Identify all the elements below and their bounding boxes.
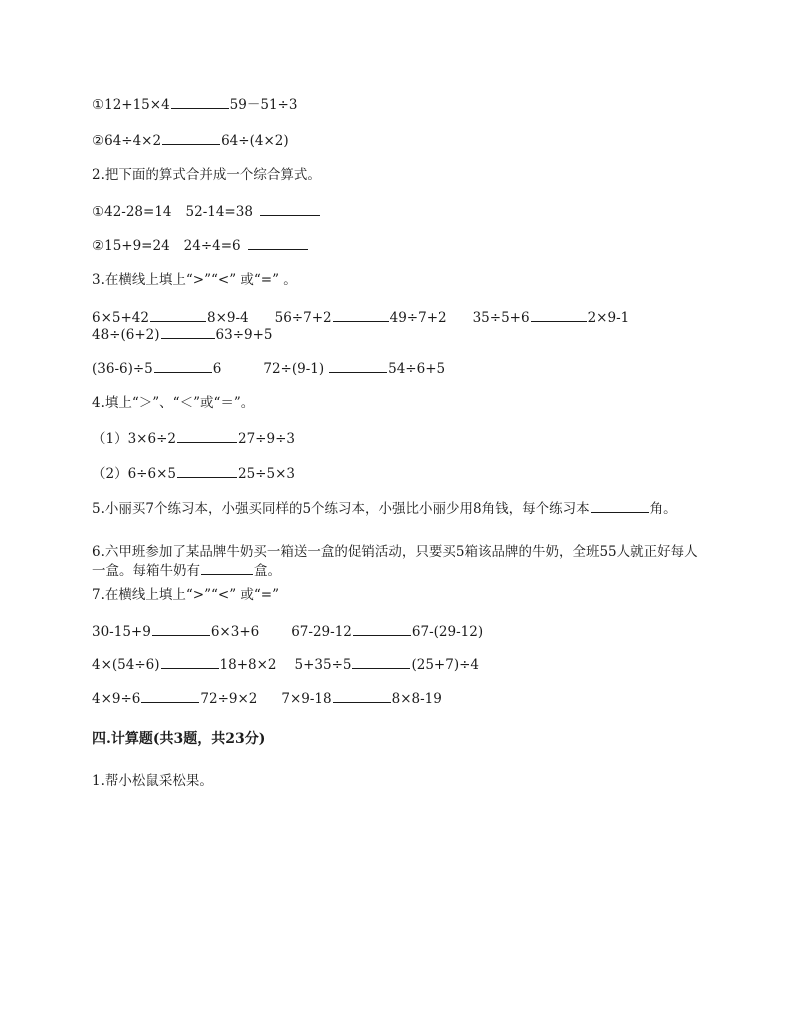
question-2-title: 2.把下面的算式合并成一个综合算式。 bbox=[92, 167, 321, 183]
equation-2: 52-14=38 bbox=[185, 204, 253, 220]
question-3-title: 3.在横线上填上“>”“<” 或“=” 。 bbox=[92, 272, 297, 288]
answer-blank[interactable] bbox=[201, 562, 253, 575]
expr-left: 7×9-18 bbox=[281, 691, 332, 707]
comparison-b bbox=[92, 132, 289, 149]
answer-blank[interactable] bbox=[333, 309, 389, 322]
expr-left: （1）3×6÷2 bbox=[92, 431, 176, 447]
question-3-row-2 bbox=[92, 326, 273, 343]
section-4-question-1: 1.帮小松鼠采松果。 bbox=[92, 773, 213, 789]
answer-blank[interactable] bbox=[141, 690, 199, 703]
question-7-title: 7.在横线上填上“>”“<” 或“=” bbox=[92, 587, 280, 603]
answer-blank[interactable] bbox=[177, 465, 237, 478]
expr-right: 64÷(4×2) bbox=[221, 133, 289, 149]
answer-blank[interactable] bbox=[154, 360, 212, 373]
question-3-row-3 bbox=[92, 360, 445, 377]
answer-blank[interactable] bbox=[353, 623, 411, 636]
answer-blank[interactable] bbox=[248, 237, 308, 250]
expr-right: 63÷9+5 bbox=[215, 327, 273, 343]
question-5 bbox=[92, 500, 698, 519]
expr-left: 4×9÷6 bbox=[92, 691, 141, 707]
expr-right: 59－51÷3 bbox=[229, 97, 298, 113]
expr-left: (36-6)÷5 bbox=[92, 361, 153, 377]
answer-blank[interactable] bbox=[260, 203, 320, 216]
expr-left: 56÷7+2 bbox=[274, 310, 332, 326]
expr-right: 6 bbox=[212, 361, 222, 377]
answer-blank[interactable] bbox=[152, 623, 210, 636]
answer-blank[interactable] bbox=[161, 326, 215, 339]
expr-right: 49÷7+2 bbox=[389, 310, 447, 326]
question-6-text: 6.六甲班参加了某品牌牛奶买一箱送一盒的促销活动，只要买5箱该品牌的牛奶，全班55人就正好每人一盒。每箱牛奶有 bbox=[92, 544, 698, 579]
question-6 bbox=[92, 543, 698, 581]
expr-left: 30-15+9 bbox=[92, 624, 151, 640]
answer-blank[interactable] bbox=[333, 690, 391, 703]
answer-blank[interactable] bbox=[329, 360, 387, 373]
expr-right: 8×8-19 bbox=[391, 691, 442, 707]
question-5-unit: 角。 bbox=[649, 501, 677, 517]
expr-left: ②64÷4×2 bbox=[92, 133, 162, 149]
section-heading: 四.计算题(共3题，共23分) bbox=[92, 731, 266, 747]
expr-right: 25÷5×3 bbox=[237, 466, 295, 482]
answer-blank[interactable] bbox=[162, 132, 220, 145]
question-6-unit: 盒。 bbox=[254, 563, 281, 579]
answer-blank[interactable] bbox=[531, 309, 587, 322]
question-4-item-2 bbox=[92, 465, 295, 482]
question-4-item-1 bbox=[92, 430, 295, 447]
question-7-row-3 bbox=[92, 690, 442, 707]
expr-left: 4×(54÷6) bbox=[92, 657, 160, 673]
equation-2: 24÷4=6 bbox=[183, 238, 241, 254]
expr-right: 27÷9÷3 bbox=[237, 431, 295, 447]
answer-blank[interactable] bbox=[177, 430, 237, 443]
comparison-a bbox=[92, 96, 297, 113]
expr-left: （2）6÷6×5 bbox=[92, 466, 176, 482]
expr-right: 6×3+6 bbox=[210, 624, 260, 640]
question-5-text: 5.小丽买7个练习本，小强买同样的5个练习本，小强比小丽少用8角钱，每个练习本 bbox=[92, 501, 590, 517]
expr-right: 54÷6+5 bbox=[388, 361, 446, 377]
expr-right: 72÷9×2 bbox=[200, 691, 258, 707]
answer-blank[interactable] bbox=[591, 500, 649, 513]
question-7-row-2 bbox=[92, 656, 479, 673]
expr-left: 6×5+42 bbox=[92, 310, 149, 326]
answer-blank[interactable] bbox=[352, 656, 410, 669]
equation-1: ②15+9=24 bbox=[92, 238, 170, 254]
question-3-row-1 bbox=[92, 309, 629, 326]
question-4-title: 4.填上“＞”、“＜”或“＝”。 bbox=[92, 395, 255, 411]
expr-right: 67-(29-12) bbox=[411, 624, 484, 640]
answer-blank[interactable] bbox=[171, 96, 229, 109]
expr-left: 35÷5+6 bbox=[472, 310, 530, 326]
expr-left: 48÷(6+2) bbox=[92, 327, 160, 343]
expr-right: 18+8×2 bbox=[219, 657, 277, 673]
equation-1: ①42-28=14 bbox=[92, 204, 172, 220]
expr-right: 2×9-1 bbox=[587, 310, 630, 326]
expr-right: (25+7)÷4 bbox=[411, 657, 479, 673]
expr-left: 72÷(9-1) bbox=[263, 361, 325, 377]
question-7-row-1 bbox=[92, 623, 483, 640]
answer-blank[interactable] bbox=[161, 656, 219, 669]
expr-left: 5+35÷5 bbox=[294, 657, 352, 673]
answer-blank[interactable] bbox=[150, 309, 206, 322]
question-2-item-b bbox=[92, 237, 309, 254]
expr-left: ①12+15×4 bbox=[92, 97, 170, 113]
expr-right: 8×9-4 bbox=[206, 310, 249, 326]
expr-left: 67-29-12 bbox=[291, 624, 352, 640]
question-2-item-a bbox=[92, 203, 321, 220]
